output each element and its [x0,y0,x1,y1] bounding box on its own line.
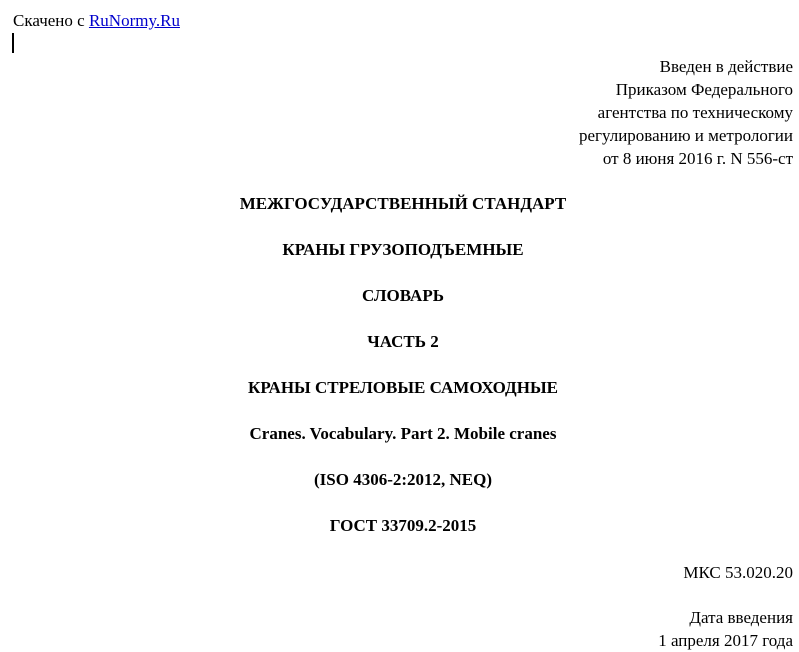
standard-type-heading: МЕЖГОСУДАРСТВЕННЫЙ СТАНДАРТ [239,194,567,213]
english-title-heading: Cranes. Vocabulary. Part 2. Mobile cranes [249,424,557,443]
effective-date-label: Дата введения [689,608,793,627]
introduction-line: регулированию и метрологии [578,126,793,145]
effective-date-value: 1 апреля 2017 года [658,631,793,650]
document-kind-heading: СЛОВАРЬ [362,286,444,305]
iso-reference-heading: (ISO 4306-2:2012, NEQ) [313,470,493,489]
introduction-line: от 8 июня 2016 г. N 556-ст [602,149,793,168]
introduction-line: Приказом Федерального [615,80,793,99]
mks-code: МКС 53.020.20 [683,563,793,582]
introduction-block [579,55,793,170]
part-title-heading: КРАНЫ СТРЕЛОВЫЕ САМОХОДНЫЕ [248,378,558,397]
introduction-line: агентства по техническому [597,103,793,122]
introduction-line: Введен в действие [659,57,793,76]
part-heading: ЧАСТЬ 2 [367,332,439,351]
text-cursor [12,33,14,53]
source-line [13,9,180,32]
source-prefix: Скачено с [13,11,89,30]
standard-subject-heading: КРАНЫ ГРУЗОПОДЪЕМНЫЕ [282,240,524,259]
standard-designation-heading: ГОСТ 33709.2-2015 [329,516,477,535]
runormy-link[interactable]: RuNormy.Ru [88,11,180,30]
